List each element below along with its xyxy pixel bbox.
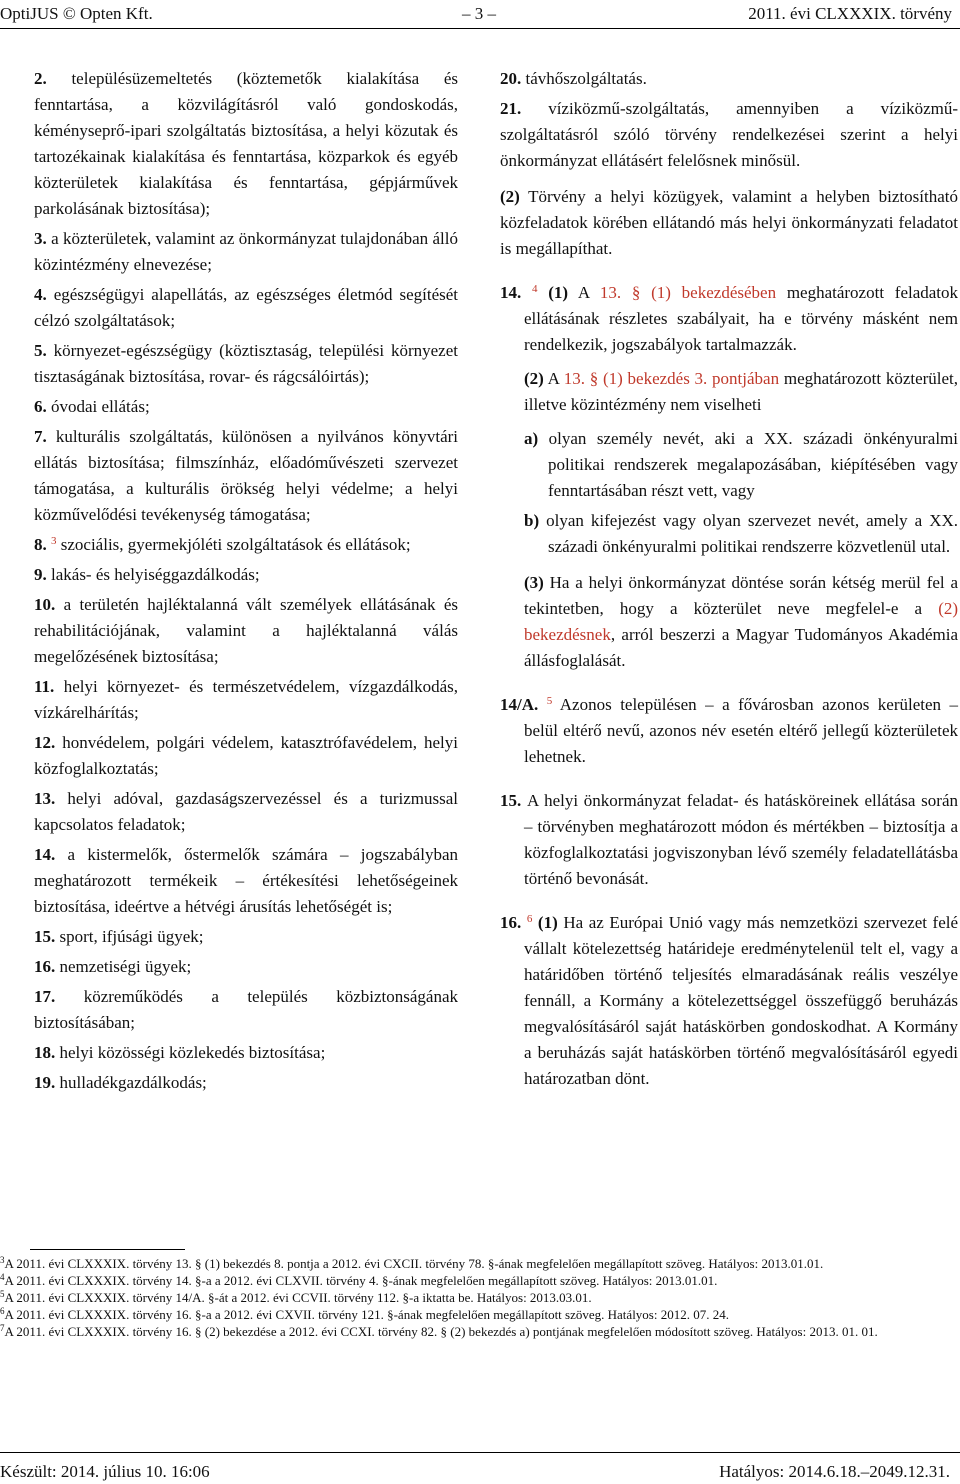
item-number: 12. (34, 733, 56, 752)
paragraph-number: (1) (548, 283, 569, 302)
footnote-number: 6 (0, 1306, 5, 1316)
section-14 (500, 280, 958, 358)
item-number: 2. (34, 69, 47, 88)
list-item (34, 730, 458, 782)
section-14-paragraph-3 (500, 570, 958, 674)
item-number: 8. (34, 535, 47, 554)
left-column (34, 66, 458, 1100)
item-number: 17. (34, 987, 56, 1006)
item-number: 15. (34, 927, 56, 946)
list-item (34, 66, 458, 222)
footnote (0, 1272, 958, 1289)
list-item (34, 786, 458, 838)
list-item (34, 984, 458, 1036)
list-item (34, 592, 458, 670)
footnote-text: A 2011. évi CLXXXIX. törvény 16. § (2) bekezdése a 2012. évi CCXI. törvény 82. § (2) bekezdés a) pontjának megfelelően módosított szöveg. Hatályos: 2013. 01. 01. (4, 1324, 878, 1339)
item-number: 7. (34, 427, 47, 446)
footnote-ref-6[interactable]: 6 (526, 913, 533, 925)
item-text: környezet-egészségügy (köztisztaság, települési környezet tisztaságának biztosítása, rovar- és rágcsálóirtás); (34, 341, 458, 386)
item-text: nemzetiségi ügyek; (59, 957, 192, 976)
paragraph-text: meghatározott közterület, illetve közintézmény nem viselheti (524, 369, 959, 414)
right-column (500, 66, 958, 1100)
item-number: 10. (34, 595, 56, 614)
footnote-number: 7 (0, 1323, 5, 1333)
list-item (34, 424, 458, 528)
footnote-text: A 2011. évi CLXXXIX. törvény 13. § (1) bekezdés 8. pontja a 2012. évi CXCII. törvény 78. §-ának megfelelően megállapított szöveg. Hatályos: 2013.01.01. (4, 1256, 824, 1271)
section-14A (500, 692, 958, 770)
footnote-text: A 2011. évi CLXXXIX. törvény 14/A. §-át a 2012. évi CCVII. törvény 112. §-a iktatta be. Hatályos: 2013.03.01. (4, 1290, 592, 1305)
item-number: 5. (34, 341, 47, 360)
footnote-rule (30, 1249, 185, 1250)
point-letter: b) (524, 511, 540, 530)
item-text: a kistermelők, őstermelők számára – jogszabályban meghatározott termékeik – értékesítési lehetőségeinek biztosítása, ideértve a hétvégi árusítás lehetőségét is; (34, 845, 458, 916)
list-item (34, 394, 458, 420)
section-number: 16. (500, 913, 522, 932)
list-item (34, 1070, 458, 1096)
header-page-number: – 3 – (462, 4, 496, 23)
section-text: Ha az Európai Unió vagy más nemzetközi szervezet felé vállalt kötelezettség határideje eredménytelenül telt el, vagy a határidőben történő teljesítés elmaradásának reális veszélye fennáll, a Kormány a kötelezettséggel összefüggő beruházás megvalósításáról saját hatáskörben gondoskodhat. A Kormány a beruházás saját hatáskörben történő megvalósításáról egyedi határozatban dönt. (524, 913, 959, 1088)
text: A (577, 283, 590, 302)
item-text: helyi közösségi közlekedés biztosítása; (59, 1043, 326, 1062)
item-number: 13. (34, 789, 56, 808)
item-text: víziközmű-szolgáltatás, amennyiben a víziközmű-szolgáltatásról szóló törvény rendelkezései szerint a helyi önkormányzat ellátásért felelősnek minősül. (500, 99, 959, 170)
footnote-number: 3 (0, 1255, 5, 1265)
footnote (0, 1323, 958, 1340)
item-number: 16. (34, 957, 56, 976)
footnote-ref-5[interactable]: 5 (546, 695, 553, 707)
footnote (0, 1306, 958, 1323)
item-text: a közterületek, valamint az önkormányzat tulajdonában álló közintézmény elnevezése; (34, 229, 458, 274)
footer-effective: Hatályos: 2014.6.18.–2049.12.31. (719, 1462, 950, 1481)
header-rule (0, 28, 960, 29)
footnotes (0, 1255, 958, 1340)
item-number: 11. (34, 677, 55, 696)
list-item (34, 674, 458, 726)
item-text: lakás- és helyiséggazdálkodás; (51, 565, 260, 584)
paragraph-2 (500, 184, 958, 262)
item-text: sport, ifjúsági ügyek; (59, 927, 204, 946)
section-14-paragraph-2 (500, 366, 958, 418)
paragraph-text: , arról beszerzi a Magyar Tudományos Akadémia állásfoglalását. (524, 625, 958, 670)
point-b (500, 508, 958, 560)
section-number: 15. (500, 791, 522, 810)
list-item (34, 226, 458, 278)
item-text: szociális, gyermekjóléti szolgáltatások és ellátások; (60, 535, 411, 554)
cross-reference-link[interactable]: 13. § (1) bekezdés 3. pontjában (563, 369, 780, 388)
section-16 (500, 910, 958, 1092)
list-item (34, 1040, 458, 1066)
footnote-number: 5 (0, 1289, 5, 1299)
item-number: 21. (500, 99, 522, 118)
section-text: Azonos településen – a fővárosban azonos kerületen – belül eltérő nevű, azonos név esetén eltérő jellegű közterületek lehetnek. (524, 695, 959, 766)
section-number: 14/A. (500, 695, 539, 714)
item-text: településüzemeltetés (köztemetők kialakítása és fenntartása, a közvilágításról való gondoskodás, kéményseprő-ipari szolgáltatás biztosítása, a helyi közutak és tartozékainak kialakítása és fenntartása, közparkok és egyéb közterületek kialakítása és fenntartása, gépjárművek parkolásának biztosítása); (34, 69, 459, 218)
item-number: 9. (34, 565, 47, 584)
item-text: óvodai ellátás; (51, 397, 150, 416)
header-law-title: 2011. évi CLXXXIX. törvény (748, 4, 952, 23)
item-number: 14. (34, 845, 56, 864)
list-item (34, 954, 458, 980)
item-number: 20. (500, 69, 522, 88)
list-item (34, 532, 458, 558)
paragraph-number: (3) (524, 573, 544, 592)
item-20 (500, 66, 958, 92)
point-text: olyan kifejezést vagy olyan szervezet nevét, amely a XX. századi önkényuralmi politikai rendszerre közvetlenül utal. (546, 511, 958, 556)
item-text: hulladékgazdálkodás; (59, 1073, 207, 1092)
point-letter: a) (524, 429, 539, 448)
footer-created: Készült: 2014. július 10. 16:06 (0, 1462, 210, 1481)
list-item (34, 338, 458, 390)
point-text: olyan személy nevét, aki a XX. századi önkényuralmi politikai rendszerek megalapozásában, kiépítésében vagy fenntartásában részt vett, vagy (548, 429, 958, 500)
list-item (34, 924, 458, 950)
paragraph-text: Törvény a helyi közügyek, valamint a helyben biztosítható közfeladatok körében ellátandó más helyi önkormányzati feladatot is megállapíthat. (500, 187, 958, 258)
list-item (34, 562, 458, 588)
footnote (0, 1255, 958, 1272)
item-number: 19. (34, 1073, 56, 1092)
point-a (500, 426, 958, 504)
item-text: a területén hajléktalanná vált személyek ellátásának és rehabilitációjának, valamint a hajléktalanná válás megelőzésének biztosítása; (34, 595, 459, 666)
footnote-text: A 2011. évi CLXXXIX. törvény 14. §-a a 2012. évi CLXVII. törvény 4. §-ának megfelelően megállapított szöveg. Hatályos: 2013.01.01. (4, 1273, 718, 1288)
text: A (547, 369, 559, 388)
header-publisher: OptiJUS © Opten Kft. (0, 4, 153, 23)
cross-reference-link[interactable]: 13. § (1) bekezdésében (599, 283, 777, 302)
cross-reference-link[interactable]: (2) bekezdésnek (524, 599, 959, 644)
item-number: 4. (34, 285, 47, 304)
footnote-text: A 2011. évi CLXXXIX. törvény 16. §-a a 2012. évi CXVII. törvény 121. §-ának megfelelően megállapított szöveg. Hatályos: 2012. 07. 24. (4, 1307, 729, 1322)
item-text: közreműködés a település közbiztonságának biztosításában; (34, 987, 458, 1032)
paragraph-number: (2) (524, 369, 544, 388)
footnote-number: 4 (0, 1272, 5, 1282)
item-text: kulturális szolgáltatás, különösen a nyilvános könyvtári ellátás biztosítása; filmszínház, előadóművészeti szervezet támogatása, a kulturális örökség helyi védelme; a helyi közművelődési tevékenység támogatása; (34, 427, 459, 524)
item-number: 6. (34, 397, 47, 416)
page-header (0, 0, 960, 26)
paragraph-number: (2) (500, 187, 520, 206)
item-text: honvédelem, polgári védelem, katasztrófavédelem, helyi közfoglalkoztatás; (34, 733, 458, 778)
footnote-ref-3[interactable]: 3 (51, 535, 57, 547)
item-number: 3. (34, 229, 47, 248)
list-item (34, 282, 458, 334)
item-number: 18. (34, 1043, 56, 1062)
paragraph-number: (1) (537, 913, 558, 932)
paragraph-text: Ha a helyi önkormányzat döntése során kétség merül fel a tekintetben, hogy a közterület neve megfelel-e a (524, 573, 958, 618)
footnote-ref-4[interactable]: 4 (531, 283, 538, 295)
item-21 (500, 96, 958, 174)
section-15 (500, 788, 958, 892)
list-item (34, 842, 458, 920)
item-text: egészségügyi alapellátás, az egészséges életmód segítését célzó szolgáltatások; (34, 285, 459, 330)
section-number: 14. (500, 283, 522, 302)
section-text: A helyi önkormányzat feladat- és hatásköreinek ellátása során – törvényben meghatározott módon és mértékben – biztosítja a közfoglalkoztatási jogviszonyban lévő személy feladatellátásba történő bevonását. (524, 791, 959, 888)
footnote (0, 1289, 958, 1306)
footer-rule (0, 1452, 960, 1453)
section-text: meghatározott feladatok ellátásának részletes szabályait, ha e törvény másként nem rendelkezik, jogszabályok tartalmazzák. (524, 283, 959, 354)
item-text: helyi adóval, gazdaságszervezéssel és a turizmussal kapcsolatos feladatok; (34, 789, 458, 834)
item-text: helyi környezet- és természetvédelem, vízgazdálkodás, vízkárelhárítás; (34, 677, 458, 722)
item-text: távhőszolgáltatás. (525, 69, 647, 88)
